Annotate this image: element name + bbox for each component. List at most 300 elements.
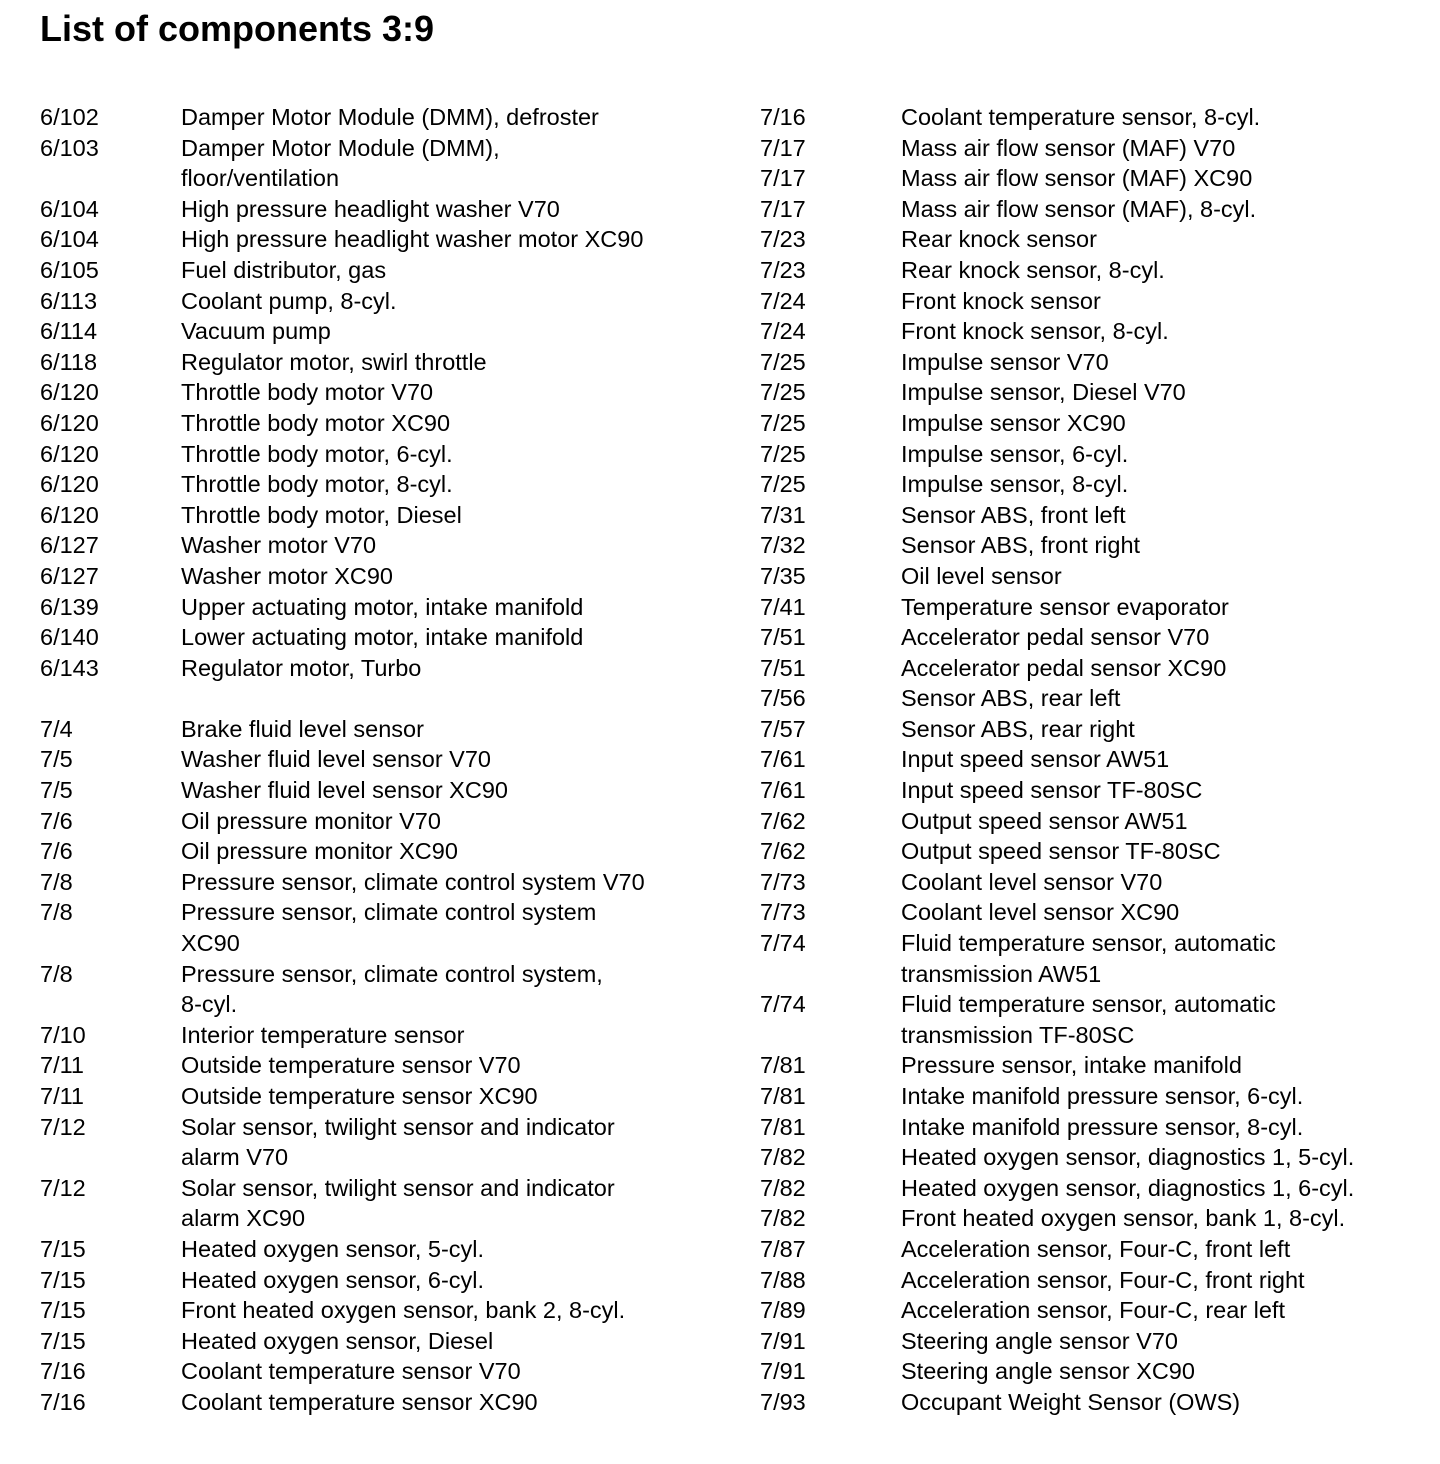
component-row: [720, 683, 1440, 714]
component-code: 6/113: [40, 287, 98, 314]
component-code: 7/12: [40, 1174, 86, 1201]
component-description-line: Damper Motor Module (DMM),: [181, 134, 500, 161]
component-description: [181, 561, 720, 592]
component-row: [0, 867, 720, 898]
component-code: 7/8: [40, 899, 73, 926]
component-description: [901, 836, 1440, 867]
component-description-line: Throttle body motor, Diesel: [181, 501, 462, 528]
component-row: [0, 133, 720, 194]
component-description: [181, 439, 720, 470]
component-description: [181, 1020, 720, 1051]
component-description: [181, 102, 720, 133]
component-description-line: Front knock sensor: [901, 287, 1101, 314]
component-description-line: Sensor ABS, front left: [901, 501, 1126, 528]
component-description: [901, 377, 1440, 408]
component-code: 6/127: [40, 532, 99, 559]
component-code: 7/4: [40, 715, 73, 742]
component-row: [720, 1356, 1440, 1387]
component-description-line: Intake manifold pressure sensor, 6-cyl.: [901, 1083, 1304, 1109]
component-description-line: 8-cyl.: [181, 991, 238, 1018]
component-row: [0, 224, 720, 255]
component-row: [0, 1020, 720, 1051]
component-description: [181, 469, 720, 500]
component-code: 7/81: [760, 1052, 806, 1079]
component-code: 7/17: [760, 195, 806, 222]
component-row: [0, 775, 720, 806]
component-description-line: Coolant pump, 8-cyl.: [181, 287, 397, 314]
component-description-line: Acceleration sensor, Four-C, front right: [901, 1266, 1305, 1293]
component-description: [901, 683, 1440, 714]
component-description: [181, 806, 720, 837]
component-description: [901, 1112, 1440, 1143]
component-code: 7/25: [760, 379, 806, 406]
component-description: [901, 928, 1440, 989]
component-description: [181, 1356, 720, 1387]
component-row: [0, 1050, 720, 1081]
component-description: [181, 867, 720, 898]
component-description-line: Heated oxygen sensor, 5-cyl.: [181, 1235, 485, 1262]
component-row: [0, 530, 720, 561]
component-description-line: Impulse sensor, 6-cyl.: [901, 440, 1129, 467]
component-description-line: Intake manifold pressure sensor, 8-cyl.: [901, 1113, 1304, 1140]
component-row: [720, 653, 1440, 684]
component-description: [181, 592, 720, 623]
component-row: [0, 469, 720, 500]
component-description-line: Regulator motor, swirl throttle: [181, 348, 487, 375]
component-description: [901, 500, 1440, 531]
component-row: [720, 377, 1440, 408]
component-description-line: XC90: [181, 930, 240, 957]
component-code: 7/91: [760, 1358, 806, 1385]
component-description-line: Front heated oxygen sensor, bank 1, 8-cyl.: [901, 1205, 1346, 1232]
component-row: [720, 897, 1440, 928]
component-code: 6/140: [40, 624, 99, 651]
component-code: 7/16: [40, 1358, 86, 1385]
component-code: 7/25: [760, 348, 806, 375]
component-code: 7/5: [40, 746, 73, 773]
component-row: [720, 408, 1440, 439]
component-description: [901, 775, 1440, 806]
component-description-line: Coolant temperature sensor, 8-cyl.: [901, 104, 1261, 130]
component-row: [720, 469, 1440, 500]
component-code: 7/87: [760, 1235, 806, 1262]
component-code: 7/91: [760, 1327, 806, 1354]
component-row: [0, 561, 720, 592]
component-code: 6/104: [40, 195, 99, 222]
component-description-line: Oil pressure monitor XC90: [181, 838, 458, 865]
component-description: [181, 959, 720, 1020]
component-code: 7/11: [40, 1052, 84, 1079]
component-row: [0, 1081, 720, 1112]
component-description: [181, 500, 720, 531]
component-description-line: Washer fluid level sensor V70: [181, 746, 491, 773]
component-description: [181, 286, 720, 317]
component-code: 7/25: [760, 440, 806, 467]
component-code: 6/120: [40, 471, 99, 498]
component-description-line: Interior temperature sensor: [181, 1021, 465, 1048]
component-row: [0, 194, 720, 225]
component-description-line: Brake fluid level sensor: [181, 715, 424, 742]
component-row: [720, 224, 1440, 255]
component-description-line: Sensor ABS, rear left: [901, 685, 1121, 712]
component-code: 7/25: [760, 409, 806, 436]
component-code: 7/15: [40, 1266, 86, 1293]
component-row: [720, 1387, 1440, 1418]
component-code: 7/74: [760, 930, 806, 957]
component-code: 7/82: [760, 1144, 806, 1171]
component-description-line: Sensor ABS, rear right: [901, 715, 1135, 742]
component-row: [720, 1295, 1440, 1326]
component-code: 7/15: [40, 1235, 86, 1262]
component-description: [901, 622, 1440, 653]
component-code: 6/143: [40, 654, 99, 681]
component-description-line: Mass air flow sensor (MAF) XC90: [901, 165, 1253, 192]
section-spacer: [0, 683, 720, 714]
component-description-line: Steering angle sensor V70: [901, 1327, 1178, 1354]
component-code: 7/17: [760, 165, 806, 192]
component-description-line: Pressure sensor, climate control system: [181, 899, 597, 926]
component-description: [181, 653, 720, 684]
component-description-line: Impulse sensor XC90: [901, 409, 1126, 436]
component-description-line: alarm XC90: [181, 1205, 306, 1232]
component-row: [720, 1203, 1440, 1234]
component-description: [901, 347, 1440, 378]
component-row: [720, 316, 1440, 347]
component-code: 7/35: [760, 562, 806, 589]
component-description-line: Throttle body motor V70: [181, 379, 434, 406]
component-description-line: Washer motor V70: [181, 532, 377, 559]
component-row: [0, 1234, 720, 1265]
component-row: [0, 347, 720, 378]
component-description-line: Rear knock sensor, 8-cyl.: [901, 256, 1165, 283]
component-code: 7/12: [40, 1113, 86, 1140]
component-description: [901, 224, 1440, 255]
component-row: [0, 1112, 720, 1173]
component-description-line: Upper actuating motor, intake manifold: [181, 593, 584, 620]
component-code: 6/120: [40, 501, 99, 528]
component-description: [181, 622, 720, 653]
component-code: 7/23: [760, 226, 806, 253]
component-code: 6/120: [40, 440, 99, 467]
component-description-line: Throttle body motor, 8-cyl.: [181, 471, 453, 498]
component-description-line: Outside temperature sensor V70: [181, 1052, 521, 1079]
component-row: [0, 897, 720, 958]
component-description-line: Heated oxygen sensor, 6-cyl.: [181, 1266, 485, 1293]
component-code: 6/139: [40, 593, 99, 620]
component-row: [720, 622, 1440, 653]
component-description: [181, 1295, 720, 1326]
component-description-line: Throttle body motor, 6-cyl.: [181, 440, 453, 467]
component-description: [181, 775, 720, 806]
component-description-line: Impulse sensor, Diesel V70: [901, 379, 1186, 406]
component-code: 7/23: [760, 256, 806, 283]
component-description: [181, 744, 720, 775]
component-row: [720, 102, 1440, 133]
component-code: 7/16: [760, 104, 806, 130]
component-description-line: Pressure sensor, climate control system,: [181, 960, 603, 987]
component-description-line: Pressure sensor, climate control system V70: [181, 868, 645, 895]
component-row: [0, 622, 720, 653]
right-component-column: [720, 102, 1440, 1418]
component-description-line: Input speed sensor TF-80SC: [901, 777, 1203, 804]
component-row: [0, 102, 720, 133]
component-description-line: Washer motor XC90: [181, 562, 394, 589]
component-description-line: Occupant Weight Sensor (OWS): [901, 1388, 1241, 1415]
component-description-line: Fluid temperature sensor, automatic: [901, 991, 1276, 1018]
component-description-line: Outside temperature sensor XC90: [181, 1083, 538, 1109]
component-row: [720, 592, 1440, 623]
component-code: 7/51: [760, 654, 806, 681]
component-row: [0, 836, 720, 867]
component-description: [901, 255, 1440, 286]
component-description-line: Washer fluid level sensor XC90: [181, 777, 508, 804]
component-description: [181, 224, 720, 255]
component-row: [720, 347, 1440, 378]
component-code: 7/41: [760, 593, 806, 620]
component-description-line: Throttle body motor XC90: [181, 409, 451, 436]
component-code: 7/82: [760, 1205, 806, 1232]
component-code: 7/32: [760, 532, 806, 559]
component-code: 7/15: [40, 1327, 86, 1354]
component-description: [901, 1081, 1440, 1112]
component-description: [901, 653, 1440, 684]
component-description: [901, 867, 1440, 898]
component-description-line: Heated oxygen sensor, Diesel: [181, 1327, 494, 1354]
component-code: 7/93: [760, 1388, 806, 1415]
component-row: [720, 439, 1440, 470]
component-row: [720, 1112, 1440, 1143]
left-component-column: [0, 102, 720, 1418]
component-description-line: Regulator motor, Turbo: [181, 654, 422, 681]
component-code: 6/127: [40, 562, 99, 589]
component-description-line: Mass air flow sensor (MAF), 8-cyl.: [901, 195, 1257, 222]
component-row: [720, 989, 1440, 1050]
component-code: 7/6: [40, 838, 73, 865]
component-code: 7/31: [760, 501, 806, 528]
component-description-line: Steering angle sensor XC90: [901, 1358, 1195, 1385]
component-row: [0, 744, 720, 775]
component-description: [901, 1142, 1440, 1173]
component-description: [901, 316, 1440, 347]
component-code: 7/25: [760, 471, 806, 498]
component-row: [720, 1265, 1440, 1296]
component-code: 7/5: [40, 777, 73, 804]
component-description-line: Fuel distributor, gas: [181, 256, 387, 283]
component-description-line: Coolant level sensor XC90: [901, 899, 1180, 926]
component-description: [901, 163, 1440, 194]
component-description-line: Solar sensor, twilight sensor and indicator: [181, 1174, 615, 1201]
component-code: 6/105: [40, 256, 99, 283]
component-description: [901, 1387, 1440, 1418]
component-row: [720, 1081, 1440, 1112]
component-code: 7/89: [760, 1297, 806, 1324]
component-description-line: Fluid temperature sensor, automatic: [901, 930, 1276, 957]
component-code: 6/120: [40, 379, 99, 406]
component-description: [181, 1050, 720, 1081]
component-description: [901, 1234, 1440, 1265]
component-code: 7/82: [760, 1174, 806, 1201]
component-description: [901, 1326, 1440, 1357]
component-description: [181, 714, 720, 745]
component-description: [181, 377, 720, 408]
component-code: 7/15: [40, 1297, 86, 1324]
component-row: [0, 408, 720, 439]
component-description: [901, 1050, 1440, 1081]
component-description: [901, 286, 1440, 317]
component-description-line: Rear knock sensor: [901, 226, 1097, 253]
component-description: [901, 530, 1440, 561]
component-code: 7/17: [760, 134, 806, 161]
component-row: [720, 561, 1440, 592]
component-description: [181, 1387, 720, 1418]
component-description: [901, 1173, 1440, 1204]
component-code: 7/56: [760, 685, 806, 712]
component-row: [720, 1173, 1440, 1204]
component-description-line: Oil pressure monitor V70: [181, 807, 441, 834]
component-code: 7/8: [40, 960, 73, 987]
component-code: 6/103: [40, 134, 99, 161]
component-description: [901, 806, 1440, 837]
component-description-line: Output speed sensor TF-80SC: [901, 838, 1221, 865]
component-description-line: Damper Motor Module (DMM), defroster: [181, 104, 599, 130]
component-code: 7/62: [760, 807, 806, 834]
component-code: 7/88: [760, 1266, 806, 1293]
component-description: [901, 897, 1440, 928]
component-row: [720, 714, 1440, 745]
component-description: [181, 1234, 720, 1265]
component-description-line: Temperature sensor evaporator: [901, 593, 1229, 620]
component-description-line: Heated oxygen sensor, diagnostics 1, 5-cyl.: [901, 1144, 1355, 1171]
component-row: [720, 1050, 1440, 1081]
component-row: [0, 500, 720, 531]
component-description: [181, 408, 720, 439]
component-row: [0, 959, 720, 1020]
component-description: [901, 592, 1440, 623]
component-row: [720, 530, 1440, 561]
component-description: [181, 836, 720, 867]
component-code: 7/51: [760, 624, 806, 651]
component-description: [901, 744, 1440, 775]
component-description-line: transmission TF-80SC: [901, 1021, 1135, 1048]
component-row: [720, 775, 1440, 806]
component-description: [181, 194, 720, 225]
component-row: [0, 286, 720, 317]
component-description: [901, 1295, 1440, 1326]
component-code: 7/6: [40, 807, 73, 834]
component-description-line: Front heated oxygen sensor, bank 2, 8-cyl.: [181, 1297, 626, 1324]
component-description-line: Coolant temperature sensor XC90: [181, 1388, 538, 1415]
component-description-line: Pressure sensor, intake manifold: [901, 1052, 1242, 1079]
component-row: [0, 255, 720, 286]
component-description-line: Output speed sensor AW51: [901, 807, 1188, 834]
component-row: [720, 163, 1440, 194]
component-row: [720, 928, 1440, 989]
component-row: [720, 133, 1440, 164]
component-code: 7/24: [760, 318, 806, 345]
component-description: [901, 194, 1440, 225]
component-row: [720, 1234, 1440, 1265]
component-row: [720, 806, 1440, 837]
component-description: [181, 1326, 720, 1357]
component-code: 7/61: [760, 746, 806, 773]
component-description-line: High pressure headlight washer V70: [181, 195, 560, 222]
component-description: [181, 1081, 720, 1112]
component-description-line: Coolant temperature sensor V70: [181, 1358, 521, 1385]
component-code: 6/118: [40, 348, 98, 375]
component-description-line: Impulse sensor V70: [901, 348, 1109, 375]
component-row: [0, 806, 720, 837]
component-description: [901, 469, 1440, 500]
component-code: 7/16: [40, 1388, 86, 1415]
component-description-line: Heated oxygen sensor, diagnostics 1, 6-cyl.: [901, 1174, 1355, 1201]
component-description-line: Acceleration sensor, Four-C, rear left: [901, 1297, 1285, 1324]
component-description-line: High pressure headlight washer motor XC90: [181, 226, 644, 253]
component-row: [0, 439, 720, 470]
component-row: [720, 1142, 1440, 1173]
component-row: [0, 1265, 720, 1296]
component-code: 6/102: [40, 104, 99, 130]
component-description: [181, 316, 720, 347]
component-description-line: Coolant level sensor V70: [901, 868, 1163, 895]
component-code: 7/57: [760, 715, 806, 742]
page-title: List of components 3:9: [40, 8, 435, 49]
component-row: [0, 1387, 720, 1418]
component-description: [181, 133, 720, 194]
component-description-line: Acceleration sensor, Four-C, front left: [901, 1235, 1291, 1262]
component-row: [0, 714, 720, 745]
component-description: [901, 133, 1440, 164]
component-row: [720, 255, 1440, 286]
component-code: 7/62: [760, 838, 806, 865]
component-code: 7/8: [40, 868, 73, 895]
component-code: 7/74: [760, 991, 806, 1018]
component-description-line: Sensor ABS, front right: [901, 532, 1141, 559]
component-description-line: Solar sensor, twilight sensor and indicator: [181, 1113, 615, 1140]
component-row: [0, 377, 720, 408]
component-description-line: Lower actuating motor, intake manifold: [181, 624, 584, 651]
component-code: 7/10: [40, 1021, 86, 1048]
component-row: [0, 1326, 720, 1357]
component-code: 7/61: [760, 777, 806, 804]
component-description-line: Input speed sensor AW51: [901, 746, 1170, 773]
component-description: [181, 255, 720, 286]
component-row: [0, 592, 720, 623]
component-description-line: floor/ventilation: [181, 165, 340, 192]
component-description-line: Accelerator pedal sensor V70: [901, 624, 1210, 651]
component-description: [181, 1265, 720, 1296]
component-description: [181, 1112, 720, 1173]
component-code: 6/114: [40, 318, 98, 345]
component-description: [901, 1356, 1440, 1387]
component-code: 7/73: [760, 899, 806, 926]
component-row: [0, 1173, 720, 1234]
component-description-line: Oil level sensor: [901, 562, 1062, 589]
component-code: 7/73: [760, 868, 806, 895]
component-description-line: transmission AW51: [901, 960, 1102, 987]
component-row: [0, 1295, 720, 1326]
component-description: [181, 1173, 720, 1234]
component-row: [0, 653, 720, 684]
component-description: [181, 530, 720, 561]
component-row: [720, 286, 1440, 317]
component-description-line: Vacuum pump: [181, 318, 331, 345]
component-description-line: Mass air flow sensor (MAF) V70: [901, 134, 1236, 161]
component-description: [901, 714, 1440, 745]
component-row: [720, 744, 1440, 775]
component-code: 6/104: [40, 226, 99, 253]
component-description: [901, 439, 1440, 470]
component-description: [901, 102, 1440, 133]
